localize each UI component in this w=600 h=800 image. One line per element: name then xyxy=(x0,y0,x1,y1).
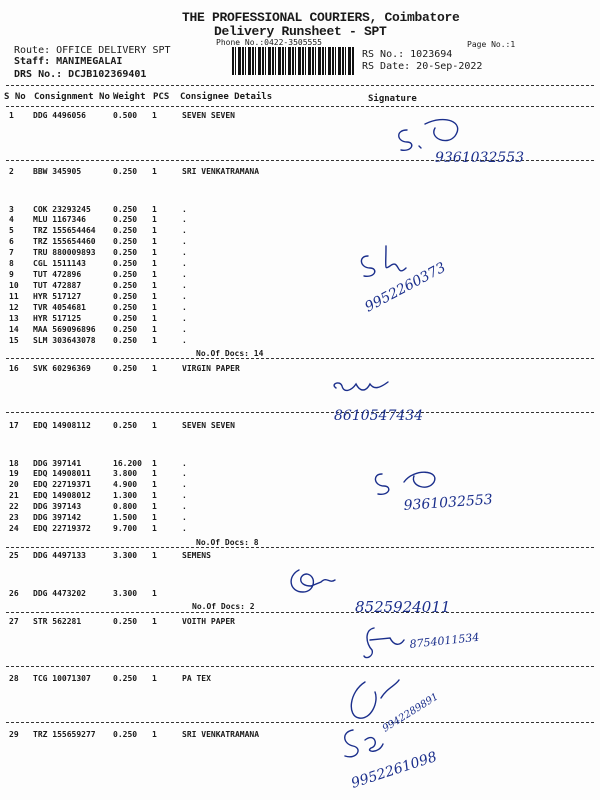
row-consignee: . xyxy=(182,524,187,533)
row-sno: 13 xyxy=(9,314,19,323)
row-weight: 0.250 xyxy=(113,303,138,312)
row-consignment: TUT 472887 xyxy=(33,281,82,290)
row-pcs: 1 xyxy=(152,551,157,560)
row-consignment: SLM 303643078 xyxy=(33,336,96,345)
table-row xyxy=(0,524,600,535)
table-row xyxy=(0,364,600,375)
col-pcs: PCS xyxy=(153,92,170,102)
row-pcs: 1 xyxy=(152,502,157,511)
table-row xyxy=(0,281,600,292)
row-sno: 23 xyxy=(9,513,19,522)
signature-number: 8525924011 xyxy=(355,598,451,616)
table-row xyxy=(0,325,600,336)
row-consignee: . xyxy=(182,513,187,522)
row-pcs: 1 xyxy=(152,730,157,739)
row-consignee: . xyxy=(182,205,187,214)
table-row xyxy=(0,270,600,281)
row-pcs: 1 xyxy=(152,292,157,301)
row-consignee: . xyxy=(182,314,187,323)
row-consignment: EDQ 14908011 xyxy=(33,469,91,478)
row-pcs: 1 xyxy=(152,167,157,176)
row-weight: 0.250 xyxy=(113,259,138,268)
row-weight: 0.250 xyxy=(113,215,138,224)
barcode xyxy=(232,47,354,75)
table-row xyxy=(0,215,600,226)
row-weight: 0.250 xyxy=(113,281,138,290)
row-sno: 24 xyxy=(9,524,19,533)
row-consignment: STR 562281 xyxy=(33,617,82,626)
row-weight: 0.250 xyxy=(113,325,138,334)
rs-date: RS Date: 20-Sep-2022 xyxy=(362,61,483,72)
row-weight: 0.250 xyxy=(113,336,138,345)
row-sno: 21 xyxy=(9,491,19,500)
row-weight: 0.800 xyxy=(113,502,138,511)
signature-number: 9942289891 xyxy=(380,691,441,735)
row-weight: 1.300 xyxy=(113,491,138,500)
row-sno: 8 xyxy=(9,259,14,268)
signature-number: 9361032553 xyxy=(435,150,525,166)
table-row xyxy=(0,421,600,432)
row-pcs: 1 xyxy=(152,480,157,489)
row-consignment: MAA 569096896 xyxy=(33,325,96,334)
row-consignment: TRZ 155654464 xyxy=(33,226,96,235)
row-sno: 17 xyxy=(9,421,19,430)
row-consignee: . xyxy=(182,469,187,478)
row-sno: 1 xyxy=(9,111,14,120)
row-pcs: 1 xyxy=(152,674,157,683)
row-pcs: 1 xyxy=(152,469,157,478)
row-weight: 0.250 xyxy=(113,617,138,626)
row-consignment: EDQ 14908012 xyxy=(33,491,91,500)
row-pcs: 1 xyxy=(152,524,157,533)
col-consignment: Consignment No xyxy=(34,92,110,102)
row-consignment: DDG 4473202 xyxy=(33,589,86,598)
row-consignee: . xyxy=(182,336,187,345)
table-row xyxy=(0,314,600,325)
signature-number: 9952261098 xyxy=(349,749,439,792)
handwritten-signature-8 xyxy=(335,722,495,800)
row-pcs: 1 xyxy=(152,491,157,500)
row-weight: 0.250 xyxy=(113,364,138,373)
row-sno: 26 xyxy=(9,589,19,598)
table-row xyxy=(0,226,600,237)
column-divider xyxy=(6,106,594,107)
table-row xyxy=(0,674,600,685)
row-sno: 3 xyxy=(9,205,14,214)
col-weight: Weight xyxy=(113,92,146,102)
row-consignment: MLU 1167346 xyxy=(33,215,86,224)
row-consignment: DDG 397143 xyxy=(33,502,82,511)
doc-count: No.Of Docs: 14 xyxy=(196,349,264,358)
row-pcs: 1 xyxy=(152,364,157,373)
row-weight: 0.250 xyxy=(113,248,138,257)
handwritten-signature-1 xyxy=(385,112,585,172)
row-weight: 0.250 xyxy=(113,421,138,430)
row-consignment: TUT 472896 xyxy=(33,270,82,279)
handwritten-signature-6 xyxy=(360,622,510,672)
rs-number: RS No.: 1023694 xyxy=(362,49,453,60)
row-consignee: . xyxy=(182,281,187,290)
row-consignment: EDQ 22719371 xyxy=(33,480,91,489)
row-consignee: SRI VENKATRAMANA xyxy=(182,730,260,739)
signature-number: 9952260373 xyxy=(362,259,449,316)
table-row xyxy=(0,292,600,303)
handwritten-signature-3 xyxy=(330,374,470,430)
row-weight: 1.500 xyxy=(113,513,138,522)
row-consignment: COK 23293245 xyxy=(33,205,91,214)
handwritten-signature-2 xyxy=(356,238,486,328)
phone-number: Phone No.:0422-3505555 xyxy=(216,38,322,47)
row-pcs: 1 xyxy=(152,325,157,334)
row-consignment: HYR 517125 xyxy=(33,314,82,323)
row-consignee: . xyxy=(182,237,187,246)
doc-count: No.Of Docs: 2 xyxy=(192,602,255,611)
table-row xyxy=(0,248,600,259)
row-pcs: 1 xyxy=(152,226,157,235)
row-pcs: 1 xyxy=(152,259,157,268)
row-consignee: . xyxy=(182,259,187,268)
row-pcs: 1 xyxy=(152,314,157,323)
col-consignee: Consignee Details xyxy=(180,92,273,102)
row-consignee: VIRGIN PAPER xyxy=(182,364,240,373)
row-sno: 28 xyxy=(9,674,19,683)
table-row xyxy=(0,259,600,270)
row-consignee: . xyxy=(182,248,187,257)
signature-number: 9361032553 xyxy=(403,491,494,514)
row-sno: 29 xyxy=(9,730,19,739)
row-weight: 0.250 xyxy=(113,167,138,176)
row-pcs: 1 xyxy=(152,513,157,522)
header-divider xyxy=(6,85,594,86)
signature-number: 8610547434 xyxy=(334,408,424,424)
table-row xyxy=(0,730,600,741)
row-pcs: 1 xyxy=(152,617,157,626)
row-pcs: 1 xyxy=(152,336,157,345)
row-weight: 0.250 xyxy=(113,205,138,214)
signature-number: 8754011534 xyxy=(408,630,480,651)
row-consignee: . xyxy=(182,502,187,511)
row-consignment: BBW 345905 xyxy=(33,167,82,176)
row-consignment: DDG 397142 xyxy=(33,513,82,522)
row-consignment: CGL 1511143 xyxy=(33,259,86,268)
row-consignment: TCG 10071307 xyxy=(33,674,91,683)
row-pcs: 1 xyxy=(152,421,157,430)
row-sno: 10 xyxy=(9,281,19,290)
row-sno: 2 xyxy=(9,167,14,176)
row-sno: 18 xyxy=(9,459,19,468)
row-weight: 0.500 xyxy=(113,111,138,120)
row-consignee: . xyxy=(182,303,187,312)
row-weight: 3.300 xyxy=(113,589,138,598)
row-sno: 22 xyxy=(9,502,19,511)
page-number: Page No.:1 xyxy=(467,40,516,49)
row-consignment: TRZ 155654460 xyxy=(33,237,96,246)
row-sno: 15 xyxy=(9,336,19,345)
row-divider xyxy=(6,722,594,723)
row-weight: 0.250 xyxy=(113,292,138,301)
row-consignee: . xyxy=(182,215,187,224)
row-pcs: 1 xyxy=(152,459,157,468)
table-row xyxy=(0,303,600,314)
row-sno: 19 xyxy=(9,469,19,478)
table-row xyxy=(0,237,600,248)
row-weight: 3.300 xyxy=(113,551,138,560)
row-weight: 0.250 xyxy=(113,314,138,323)
row-pcs: 1 xyxy=(152,270,157,279)
row-consignment: DDG 4496056 xyxy=(33,111,86,120)
row-consignment: DDG 397141 xyxy=(33,459,82,468)
row-pcs: 1 xyxy=(152,205,157,214)
row-consignee: SEVEN SEVEN xyxy=(182,111,235,120)
row-consignee: . xyxy=(182,292,187,301)
row-divider xyxy=(6,412,594,413)
document-title: Delivery Runsheet - SPT xyxy=(214,24,387,39)
row-sno: 11 xyxy=(9,292,19,301)
row-sno: 14 xyxy=(9,325,19,334)
row-consignee: . xyxy=(182,491,187,500)
row-consignee: . xyxy=(182,480,187,489)
handwritten-signature-4 xyxy=(370,460,530,520)
row-consignee: . xyxy=(182,459,187,468)
row-consignee: PA TEX xyxy=(182,674,211,683)
table-row xyxy=(0,551,600,562)
row-sno: 25 xyxy=(9,551,19,560)
row-consignee: . xyxy=(182,270,187,279)
row-sno: 20 xyxy=(9,480,19,489)
row-weight: 4.900 xyxy=(113,480,138,489)
row-consignment: HYR 517127 xyxy=(33,292,82,301)
drs-number: DRS No.: DCJB102369401 xyxy=(14,69,147,80)
row-consignee: . xyxy=(182,325,187,334)
row-consignment: TRU 880009893 xyxy=(33,248,96,257)
row-sno: 6 xyxy=(9,237,14,246)
row-consignment: EDQ 22719372 xyxy=(33,524,91,533)
row-weight: 0.250 xyxy=(113,674,138,683)
row-consignment: SVK 60296369 xyxy=(33,364,91,373)
col-signature: Signature xyxy=(368,94,417,104)
row-weight: 9.700 xyxy=(113,524,138,533)
row-consignee: SRI VENKATRAMANA xyxy=(182,167,260,176)
row-weight: 3.800 xyxy=(113,469,138,478)
doc-count: No.Of Docs: 8 xyxy=(196,538,259,547)
col-sno: S No xyxy=(4,92,26,102)
row-weight: 0.250 xyxy=(113,730,138,739)
row-consignment: EDQ 14908112 xyxy=(33,421,91,430)
row-divider xyxy=(6,358,594,359)
row-pcs: 1 xyxy=(152,111,157,120)
route-label: Route: OFFICE DELIVERY SPT xyxy=(14,45,171,56)
row-pcs: 1 xyxy=(152,281,157,290)
row-pcs: 1 xyxy=(152,215,157,224)
row-consignment: TRZ 155659277 xyxy=(33,730,96,739)
row-sno: 27 xyxy=(9,617,19,626)
handwritten-signature-5 xyxy=(285,562,505,622)
row-consignment: TVR 4054681 xyxy=(33,303,86,312)
row-sno: 9 xyxy=(9,270,14,279)
row-weight: 0.250 xyxy=(113,226,138,235)
row-consignee: SEVEN SEVEN xyxy=(182,421,235,430)
row-pcs: 1 xyxy=(152,589,157,598)
row-consignment: DDG 4497133 xyxy=(33,551,86,560)
row-sno: 5 xyxy=(9,226,14,235)
row-consignee: . xyxy=(182,226,187,235)
row-pcs: 1 xyxy=(152,303,157,312)
row-consignee: VOITH PAPER xyxy=(182,617,235,626)
row-pcs: 1 xyxy=(152,237,157,246)
row-sno: 16 xyxy=(9,364,19,373)
row-divider xyxy=(6,547,594,548)
row-consignee: SEMENS xyxy=(182,551,211,560)
company-title: THE PROFESSIONAL COURIERS, Coimbatore xyxy=(182,10,460,25)
row-weight: 0.250 xyxy=(113,270,138,279)
staff-label: Staff: MANIMEGALAI xyxy=(14,56,123,67)
row-sno: 4 xyxy=(9,215,14,224)
table-row xyxy=(0,336,600,347)
row-sno: 7 xyxy=(9,248,14,257)
row-pcs: 1 xyxy=(152,248,157,257)
row-weight: 16.200 xyxy=(113,459,142,468)
row-weight: 0.250 xyxy=(113,237,138,246)
row-sno: 12 xyxy=(9,303,19,312)
